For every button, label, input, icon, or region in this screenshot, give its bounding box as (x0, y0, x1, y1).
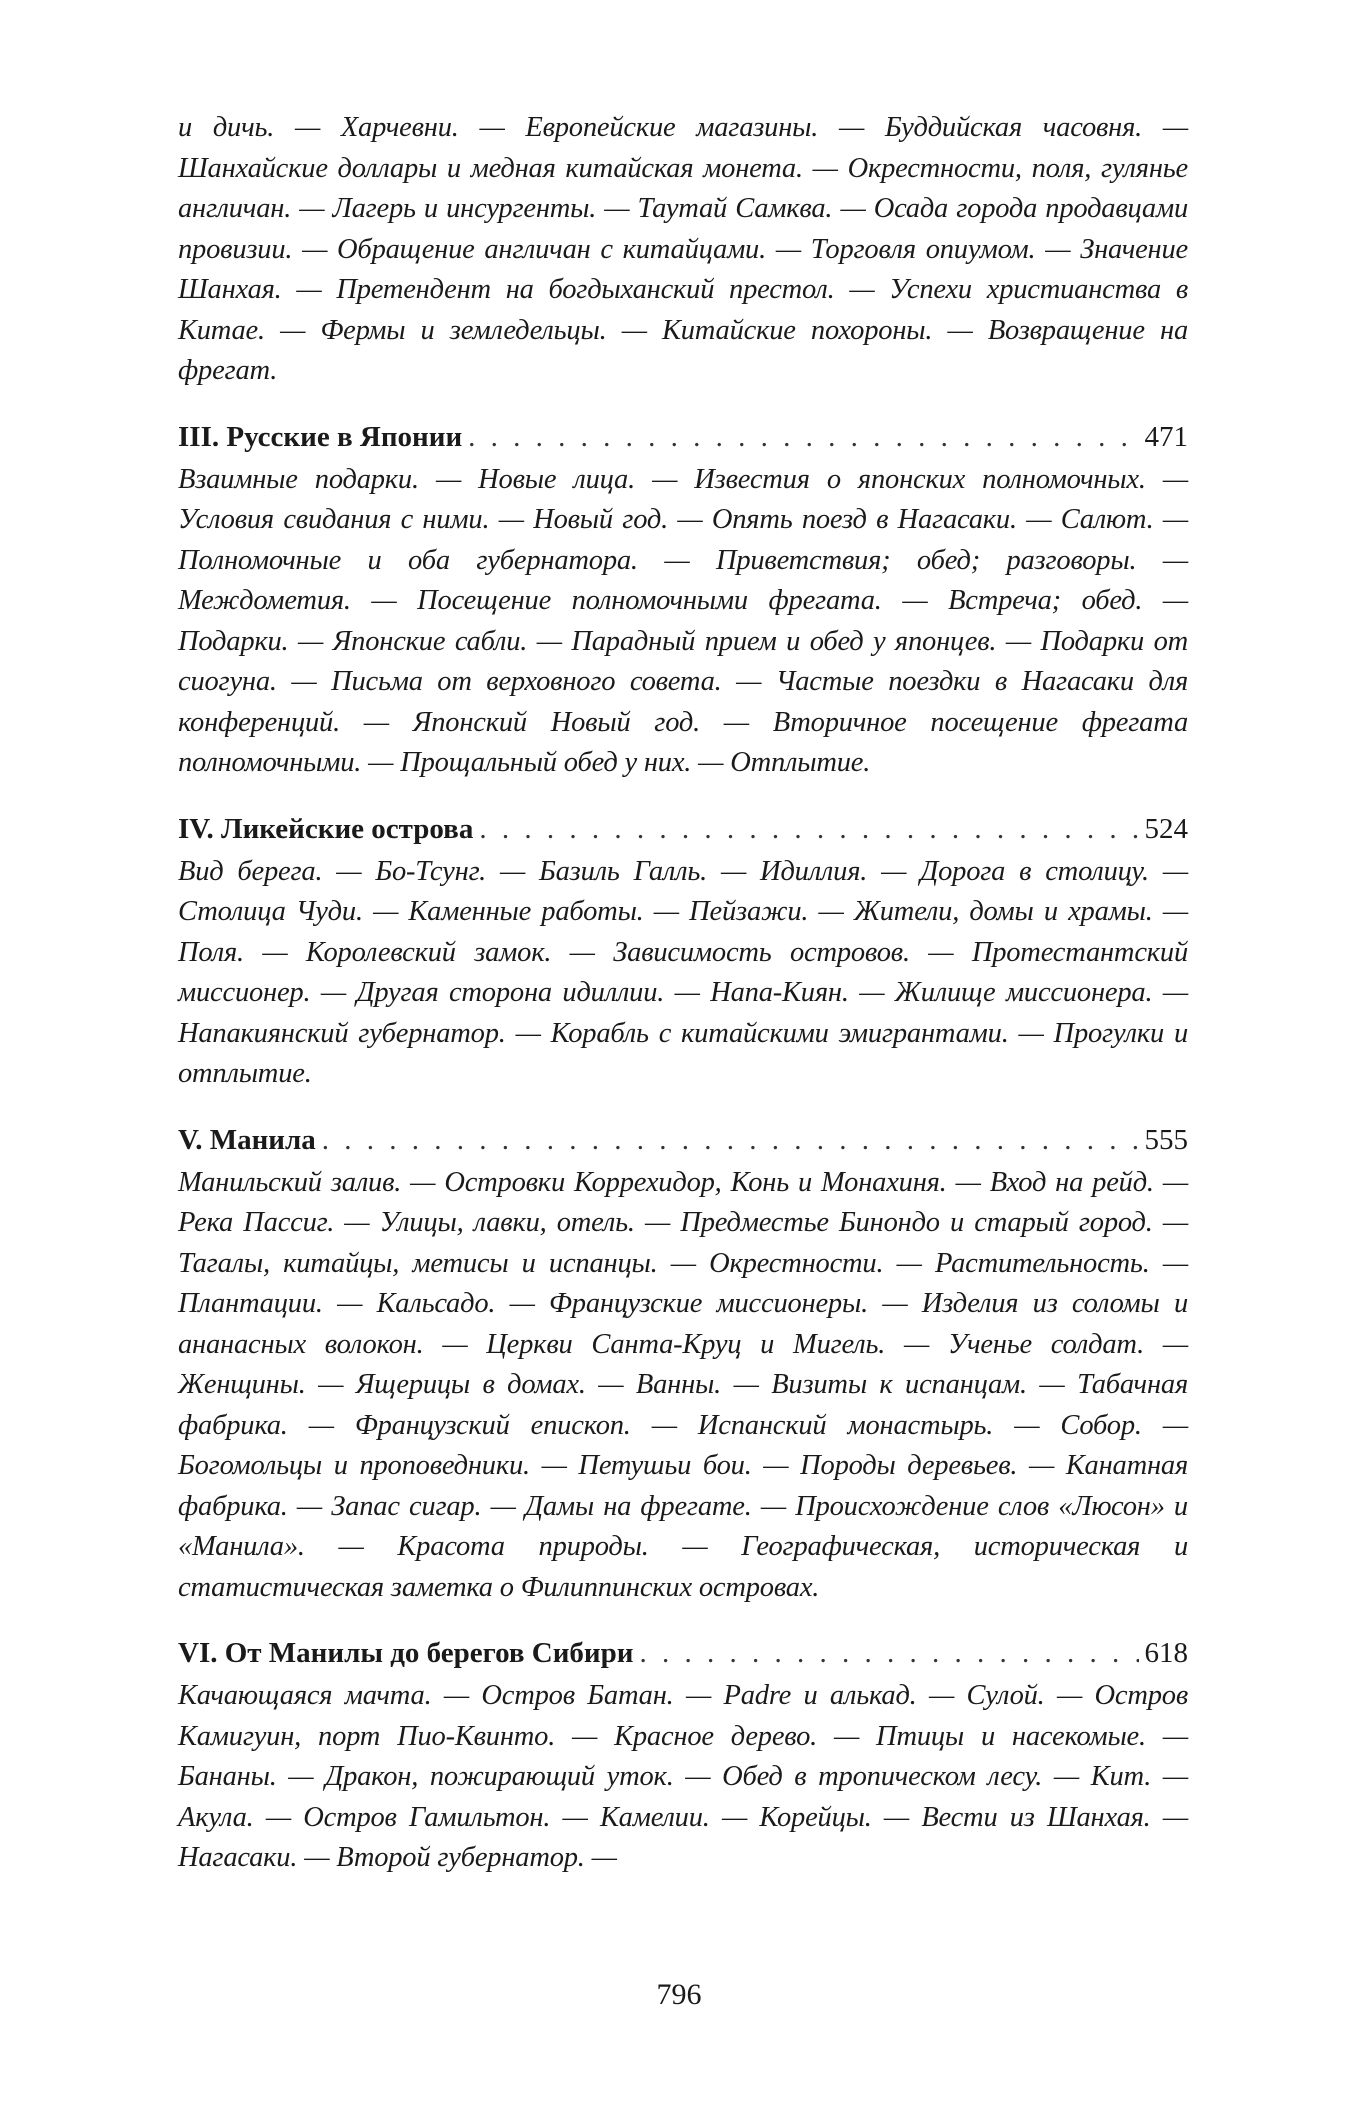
chapter-entry (178, 1119, 1188, 1609)
chapter-title: IV. Ликейские острова (178, 812, 474, 845)
chapter-summary: Качающаяся мачта. — Остров Батан. — Padre и алькад. — Сулой. — Остров Камигуин, порт Пио-Квинто. — Красное дерево. — Птицы и насекомые. — Бананы. — Дракон, пожирающий уток. — Обед в тропическом лесу. — Кит. — Акула. — Остров Гамильтон. — Камелии. — Корейцы. — Вести из Шанхая. — Нагасаки. — Второй губернатор. — (178, 1680, 1188, 1873)
chapter-heading (178, 808, 1188, 850)
chapter-summary: Вид берега. — Бо-Тсунг. — Базиль Галль. — Идиллия. — Дорога в столицу. — Столица Чуди. — Каменные работы. — Пейзажи. — Жители, домы и храмы. — Поля. — Королевский замок. — Зависимость островов. — Протестантский миссионер. — Другая сторона идиллии. — Напа-Киян. — Жилище миссионера. — Напакиянский губернатор. — Корабль с китайскими эмигрантами. — Прогулки и отплытие. (178, 855, 1188, 1089)
dot-leader (639, 1632, 1138, 1674)
chapter-entry (178, 808, 1188, 1095)
dot-leader (479, 808, 1138, 850)
chapter-title: VI. От Манилы до берегов Сибири (178, 1637, 634, 1669)
chapter-summary: Взаимные подарки. — Новые лица. — Известия о японских полномочных. — Условия свидания с ними. — Новый год. — Опять поезд в Нагасаки. — Салют. — Полномочные и оба губернатора. — Приветствия; обед; разговоры. — Междометия. — Посещение полномочными фрегата. — Встреча; обед. — Подарки. — Японские сабли. — Парадный прием и обед у японцев. — Подарки от сиогуна. — Письма от верховного совета. — Частые поездки в Нагасаки для конференций. — Японский Новый год. — Вторичное посещение фрегата полномочными. — Прощальный обед у них. — Отплытие. (178, 463, 1188, 778)
chapter-page-number: 618 (1144, 1637, 1188, 1669)
page-number: 796 (656, 1978, 702, 2011)
chapter-title: III. Русские в Японии (178, 420, 463, 453)
chapter-summary: Манильский залив. — Островки Коррехидор, Конь и Монахиня. — Вход на рейд. — Река Пассиг. — Улицы, лавки, отель. — Предместье Бинондо и старый город. — Тагалы, китайцы, метисы и испанцы. — Окрестности. — Растительность. — Плантации. — Кальсадо. — Французские миссионеры. — Изделия из соломы и ананасных волокон. — Церкви Санта-Круц и Мигель. — Ученье солдат. — Женщины. — Ящерицы в домах. — Ванны. — Визиты к испанцам. — Табачная фабрика. — Французский епископ. — Испанский монастырь. — Собор. — Богомольцы и проповедники. — Петушьи бои. — Породы деревьев. — Канатная фабрика. — Запас сигар. — Дамы на фрегате. — Происхождение слов «Люсон» и «Манила». — Красота природы. — Географическая, историческая и статистическая заметка о Филиппинских островах. (178, 1166, 1188, 1603)
chapter-entry (178, 1632, 1188, 1879)
dot-leader (322, 1119, 1139, 1161)
table-of-contents (178, 108, 1188, 1879)
chapter-page-number: 471 (1144, 420, 1188, 453)
chapter-title: V. Манила (178, 1123, 316, 1156)
chapter-heading (178, 1632, 1188, 1674)
chapter-page-number: 555 (1144, 1123, 1188, 1156)
intro-summary: и дичь. — Харчевни. — Европейские магазины. — Буддийская часовня. — Шанхайские доллары и медная китайская монета. — Окрестности, поля, гулянье англичан. — Лагерь и инсургенты. — Таутай Самква. — Осада города продавцами провизии. — Обращение англичан с китайцами. — Торговля опиумом. — Значение Шанхая. — Претендент на богдыханский престол. — Успехи христианства в Китае. — Фермы и земледельцы. — Китайские похороны. — Возвращение на фрегат. (178, 112, 1188, 386)
chapter-page-number: 524 (1144, 812, 1188, 845)
chapter-heading (178, 1119, 1188, 1161)
chapter-entry (178, 416, 1188, 784)
chapter-heading (178, 416, 1188, 458)
dot-leader (468, 416, 1138, 458)
